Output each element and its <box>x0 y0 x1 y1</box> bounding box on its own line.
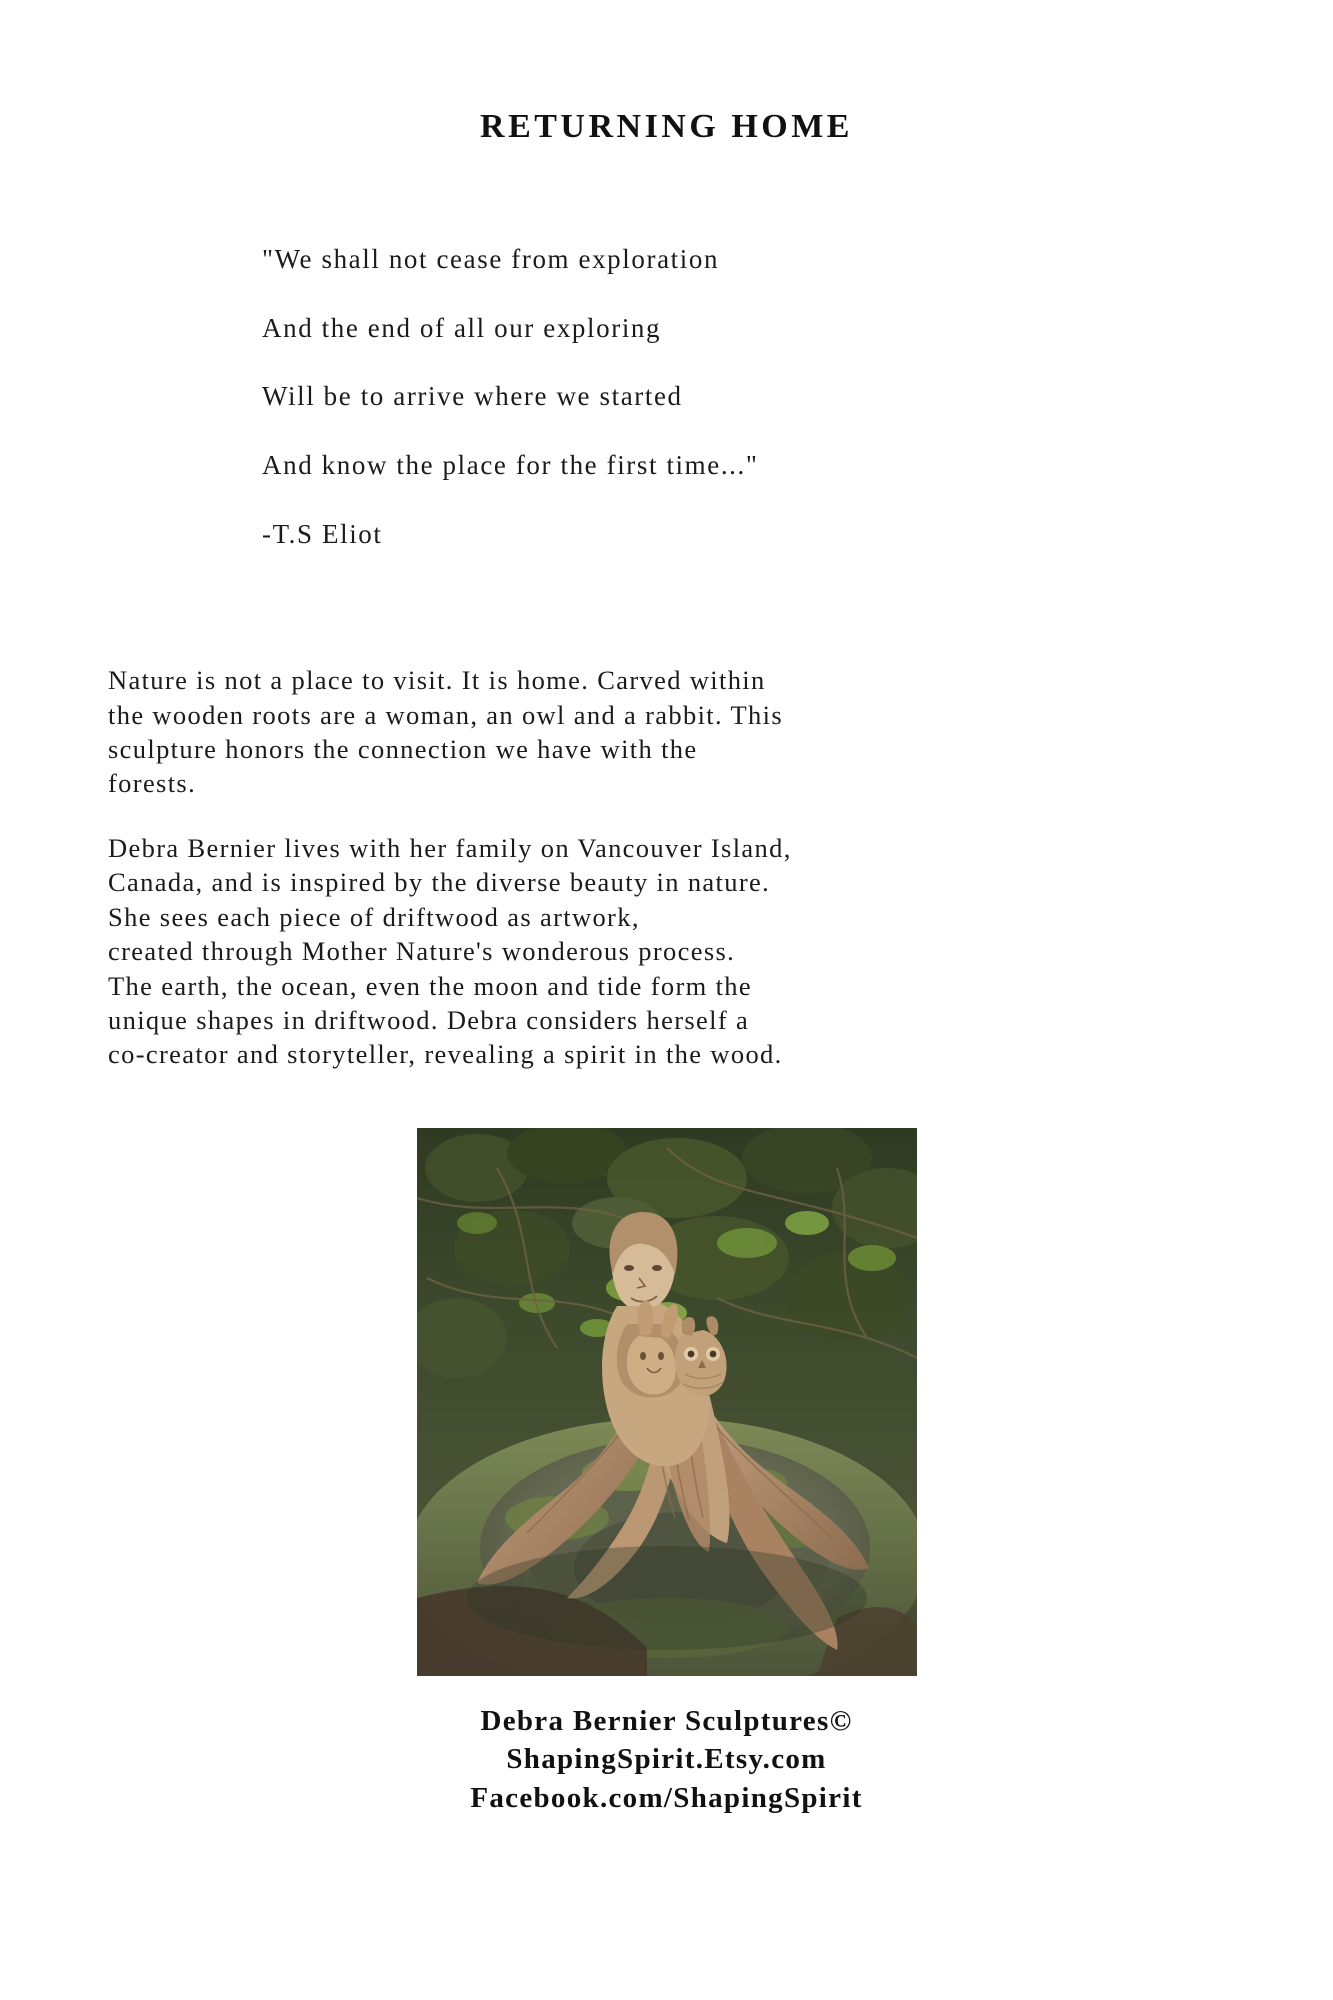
paragraph-bio-line-2: Canada, and is inspired by the diverse beauty in nature. <box>108 867 771 898</box>
paragraph-nature-line-2: the wooden roots are a woman, an owl and a rabbit. This <box>108 699 784 730</box>
quote-line-1: "We shall not cease from exploration <box>262 244 720 275</box>
quote-attribution: -T.S Eliot <box>262 518 383 549</box>
footer-line-etsy[interactable]: ShapingSpirit.Etsy.com <box>506 1743 827 1776</box>
quote-line-2: And the end of all our exploring <box>262 312 662 343</box>
sculpture-illustration <box>417 1128 917 1676</box>
quote-line-4: And know the place for the first time..." <box>262 449 759 480</box>
paragraph-bio-line-5: The earth, the ocean, even the moon and tide form the <box>108 970 753 1001</box>
paragraph-bio-line-4: created through Mother Nature's wonderous process. <box>108 936 736 967</box>
footer-line-facebook[interactable]: Facebook.com/ShapingSpirit <box>470 1782 863 1815</box>
quote-line-3: Will be to arrive where we started <box>262 381 683 412</box>
paragraph-artist-bio <box>0 801 1333 1072</box>
footer-credits <box>0 1702 1333 1818</box>
sculpture-photo <box>417 1128 917 1676</box>
paragraph-bio-line-7: co-creator and storyteller, revealing a spirit in the wood. <box>108 1039 783 1070</box>
paragraph-bio-line-6: unique shapes in driftwood. Debra considers herself a <box>108 1005 750 1036</box>
paragraph-nature-line-4: forests. <box>108 768 197 799</box>
paragraph-nature-line-1: Nature is not a place to visit. It is home. Carved within <box>108 665 766 696</box>
footer-line-artist: Debra Bernier Sculptures© <box>480 1704 853 1737</box>
epigraph-quote <box>0 146 1333 585</box>
page-title: RETURNING HOME <box>480 108 853 145</box>
paragraph-bio-line-1: Debra Bernier lives with her family on Vancouver Island, <box>108 832 792 863</box>
sculpture-photo-image <box>417 1128 917 1676</box>
paragraph-nature-line-3: sculpture honors the connection we have with the <box>108 733 698 764</box>
paragraph-nature <box>0 585 1333 801</box>
paragraph-bio-line-3: She sees each piece of driftwood as artwork, <box>108 901 640 932</box>
